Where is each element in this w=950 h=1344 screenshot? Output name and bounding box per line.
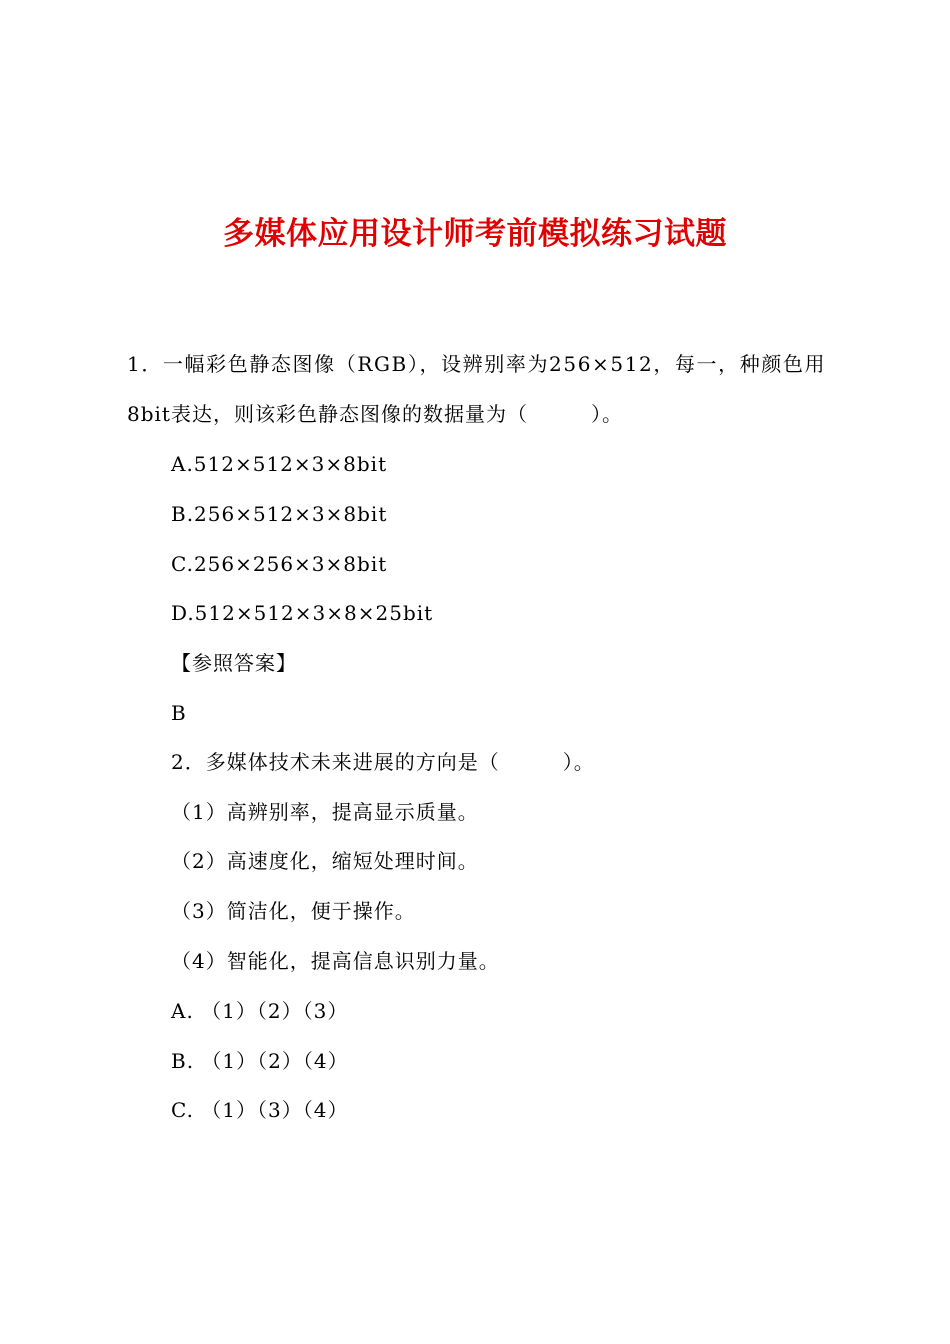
- question-2-item-3: （3）简洁化，便于操作。: [171, 899, 416, 923]
- question-1-answer: B: [171, 701, 187, 725]
- question-1-option-b: B.256×512×3×8bit: [171, 502, 388, 526]
- document-title: 多媒体应用设计师考前模拟练习试题: [223, 216, 727, 252]
- question-1-stem-line-2: 8bit表达，则该彩色静态图像的数据量为（ ）。: [127, 402, 623, 426]
- question-2-option-a: A. （1）（2）（3）: [171, 999, 349, 1023]
- question-2-stem: 2．多媒体技术未来进展的方向是（ ）。: [171, 750, 595, 774]
- question-1-stem-line-1: 1．一幅彩色静态图像（RGB），设辨别率为256×512，每一，种颜色用: [127, 352, 827, 376]
- question-1-option-c: C.256×256×3×8bit: [171, 552, 388, 576]
- question-2-item-2: （2）高速度化，缩短处理时间。: [171, 849, 479, 873]
- question-2-option-c: C. （1）（3）（4）: [171, 1098, 349, 1122]
- question-1-option-d: D.512×512×3×8×25bit: [171, 601, 434, 625]
- question-2-item-4: （4）智能化，提高信息识别力量。: [171, 949, 500, 973]
- question-2-item-1: （1）高辨别率，提高显示质量。: [171, 800, 479, 824]
- question-2-option-b: B. （1）（2）（4）: [171, 1049, 349, 1073]
- question-1-answer-heading: 【参照答案】: [171, 651, 297, 675]
- question-1-option-a: A.512×512×3×8bit: [171, 452, 388, 476]
